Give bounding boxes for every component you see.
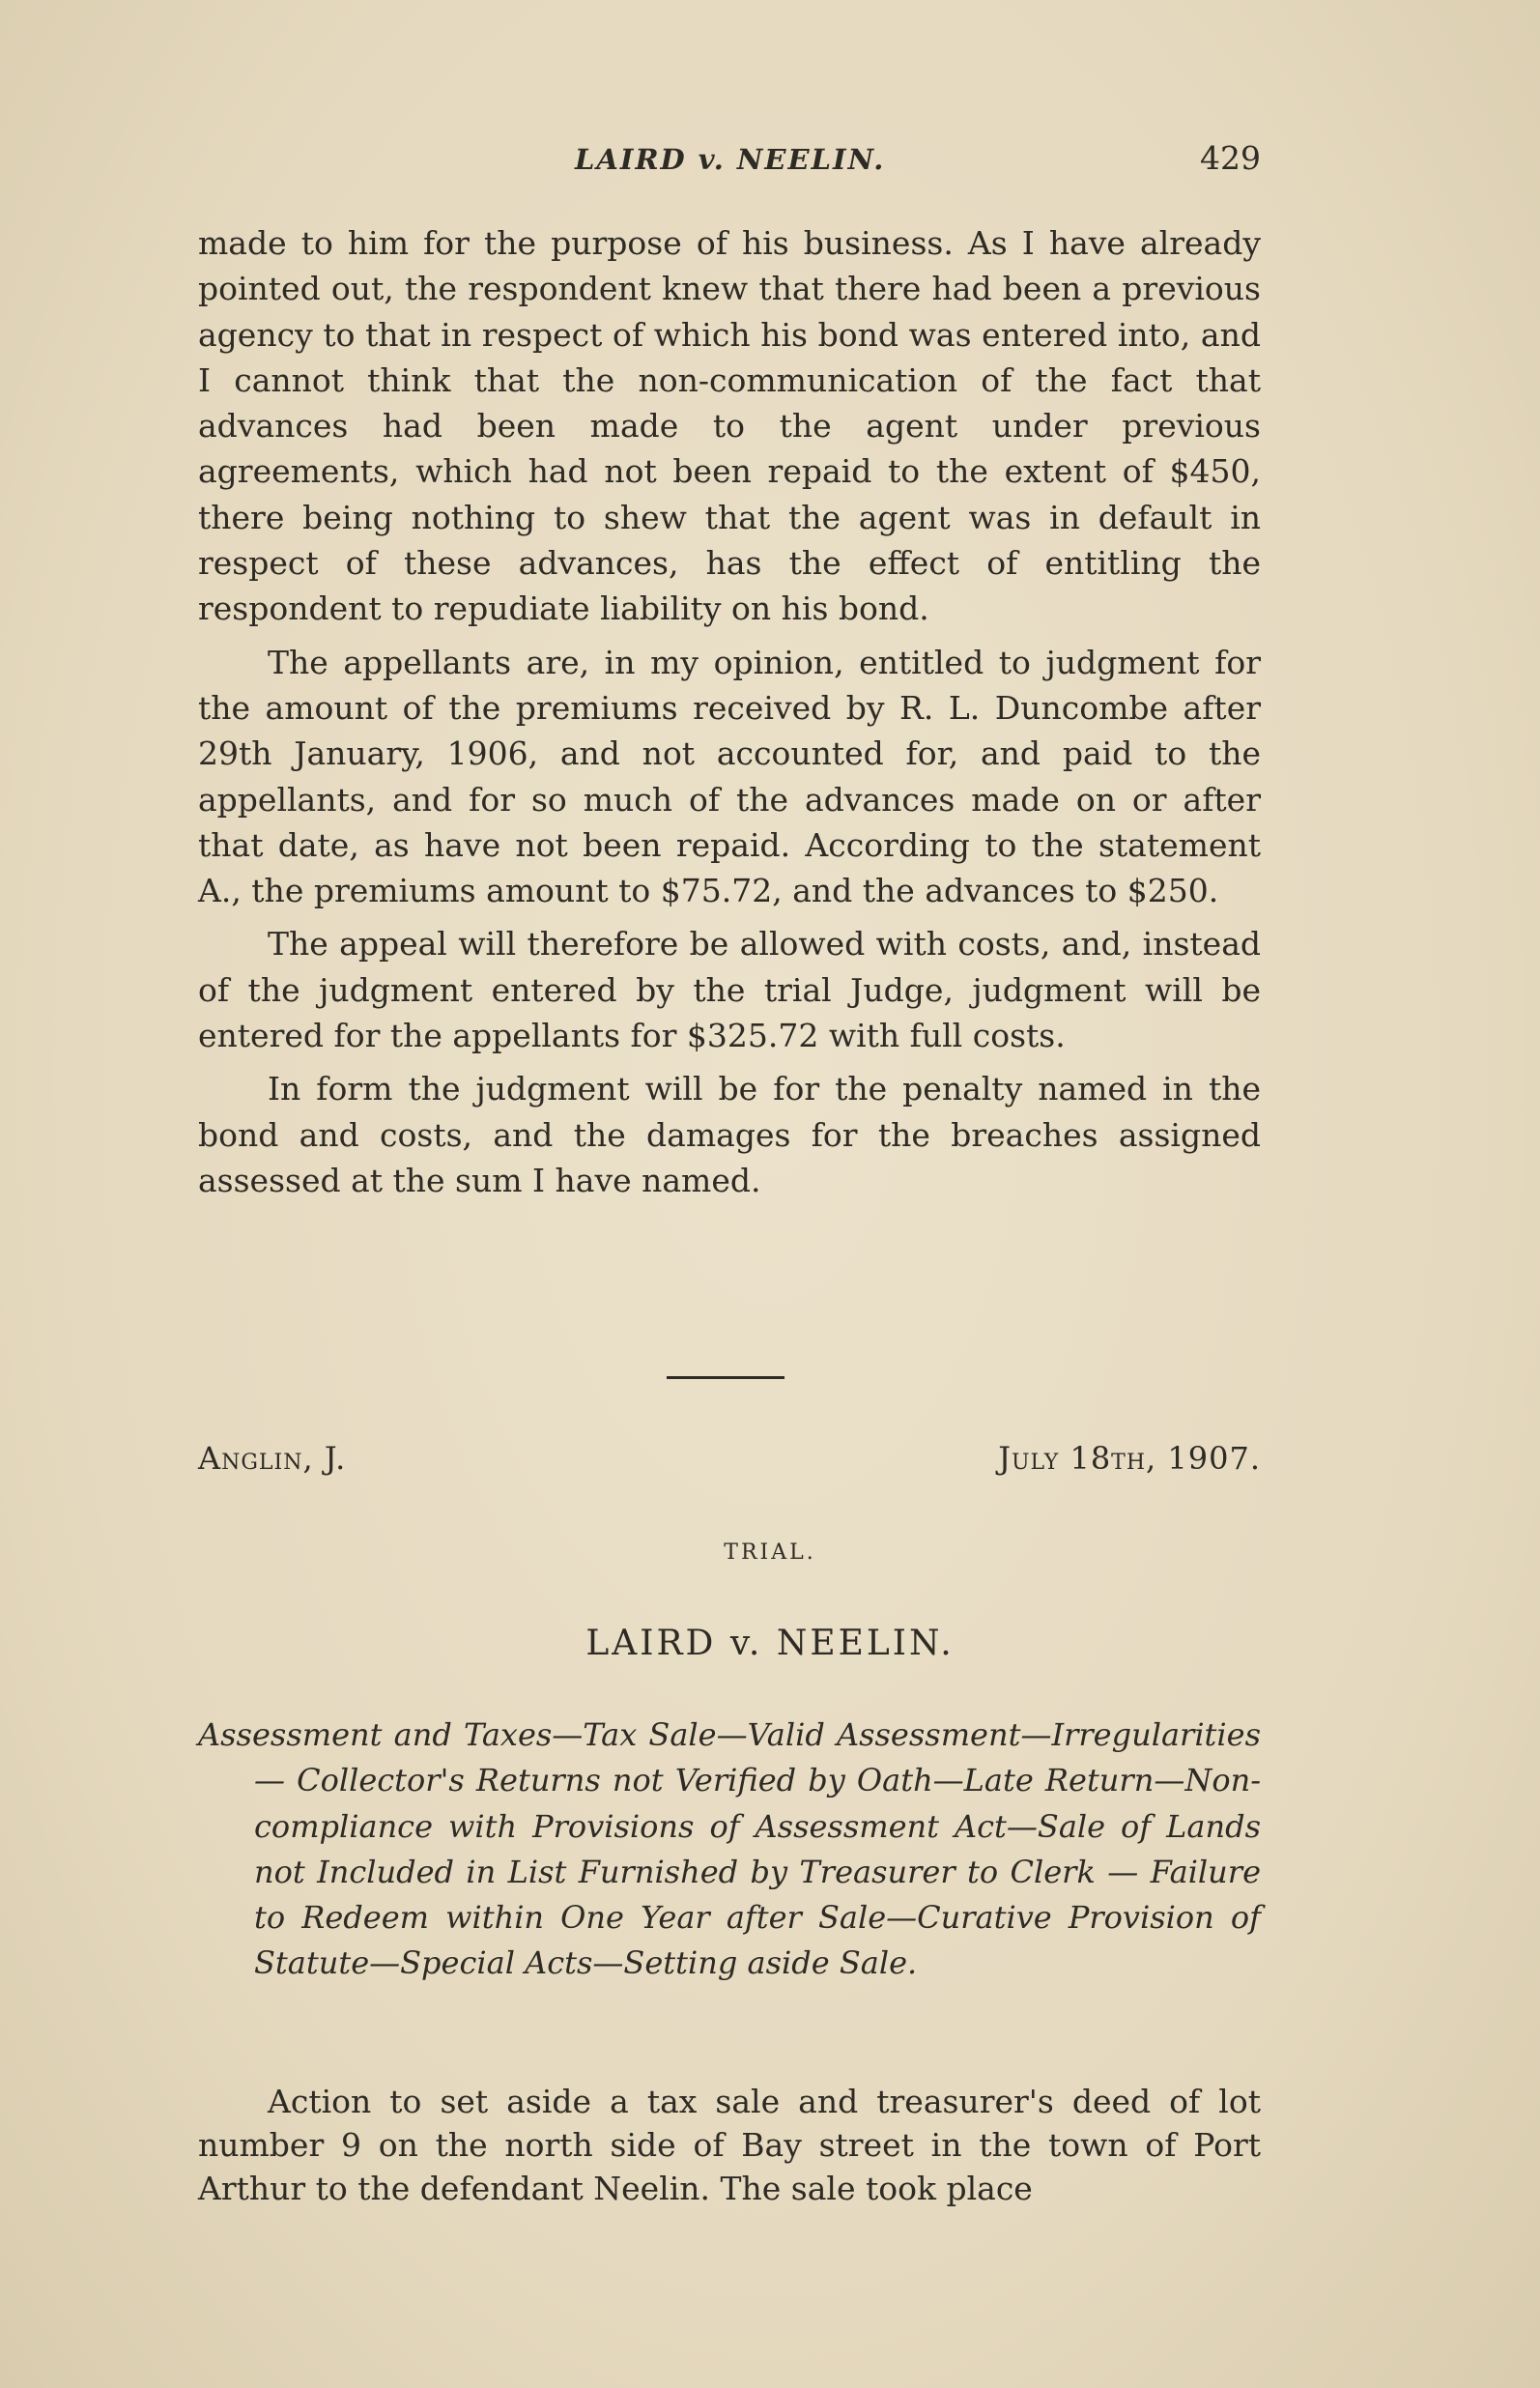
- case-facts: Action to set aside a tax sale and treasurer's deed of lot number 9 on the north side of Bay street in the town of Port Arthur to the defendant Neelin. The sale took place: [198, 2083, 1261, 2207]
- page-number: 429: [1200, 139, 1261, 177]
- case-title: LAIRD v. NEELIN.: [585, 1624, 955, 1663]
- running-title: LAIRD v. NEELIN.: [575, 143, 886, 176]
- paragraph: In form the judgment will be for the penalty named in the bond and costs, and the damages for the breaches assigned assessed at the sum I have named.: [198, 1070, 1261, 1199]
- headnote: Assessment and Taxes—Tax Sale—Valid Assessment—Irregularities — Collector's Returns not Verified by Oath—Late Return—Non-compliance with Provisions of Assessment Act—Sale of Lands not Included in List Furnished by Treasurer to Clerk — Failure to Redeem within One Year after Sale—Curative Provision of Statute—Special Acts—Setting aside Sale.: [198, 1716, 1261, 1982]
- paragraph: The appellants are, in my opinion, entitled to judgment for the amount of the premiums received by R. L. Duncombe after 29th January, 1906, and not accounted for, and paid to the appellants, and for so much of the advances made on or after that date, as have not been repaid. According to the statement A., the premiums amount to $75.72, and the advances to $250.: [198, 643, 1261, 910]
- paragraph: The appeal will therefore be allowed with costs, and, instead of the judgment entered by the trial Judge, judgment will be entered for the appellants for $325.72 with full costs.: [198, 925, 1261, 1055]
- judgment-text: [198, 220, 1261, 1211]
- running-head: [198, 139, 1261, 191]
- paragraph: made to him for the purpose of his business. As I have already pointed out, the respondent knew that there had been a previous agency to that in respect of which his bond was entered into, and I cannot think that the non-communication of the fact that advances had been made to the agent under previous agreements, which had not been repaid to the extent of $450, there being nothing to shew that the agent was in default in respect of these advances, has the effect of entitling the respondent to repudiate liability on his bond.: [198, 224, 1261, 628]
- judge-name: Anglin, J.: [198, 1440, 347, 1477]
- judgment-date: July 18th, 1907.: [998, 1440, 1261, 1477]
- trial-label: TRIAL.: [724, 1540, 816, 1565]
- section-divider: [667, 1376, 784, 1379]
